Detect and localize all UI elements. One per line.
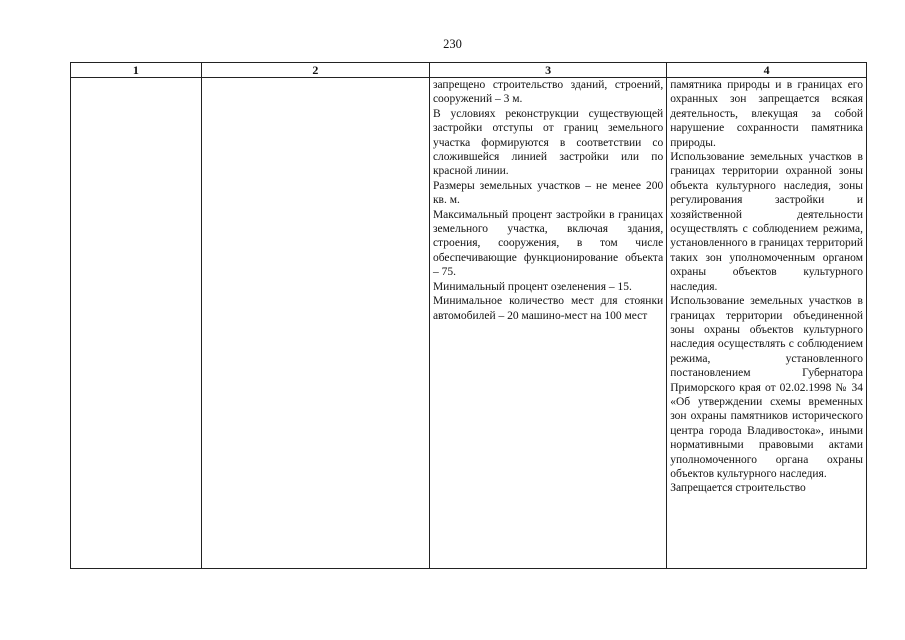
col4-paragraph: Запрещается строительство <box>670 482 806 495</box>
column-header-2: 2 <box>201 63 429 78</box>
column-header-4: 4 <box>667 63 867 78</box>
col4-paragraph: Использование земельных участков в границах территории охранной зоны объекта культурного наследия, зоны регулирования застройки и хозяйственной деятельности осуществлять с соблюдением режима, установленного в границах территорий таких зон уполномоченным органом охраны объектов культурного наследия. <box>670 151 864 293</box>
col4-paragraph: памятника природы и в границах его охранных зон запрещается всякая деятельность, влекущая за собой нарушение сохранности памятника природы. <box>670 79 863 149</box>
table-header-row <box>71 63 867 78</box>
col3-paragraph: Размеры земельных участков – не менее 200 кв. м. <box>432 179 664 207</box>
table-row <box>71 78 867 569</box>
column-header-3: 3 <box>429 63 666 78</box>
cell-col-2 <box>201 78 429 569</box>
col3-paragraph: Минимальное количество мест для стоянки автомобилей – 20 машино-мест на 100 мест <box>432 295 664 322</box>
col3-paragraph: В условиях реконструкции существующей застройки отступы от границ земельного участка формируются в соответствии со сложившейся линией застройки или по красной линии. <box>432 107 664 178</box>
cell-col-3 <box>429 78 666 569</box>
col3-paragraph: Минимальный процент озеленения – 15. <box>432 280 632 293</box>
regulations-table <box>70 62 867 569</box>
column-header-1: 1 <box>71 63 202 78</box>
page-number: 230 <box>443 37 462 51</box>
col3-paragraph: запрещено строительство зданий, строений, сооружений – 3 м. <box>432 79 664 106</box>
col3-paragraph: Максимальный процент застройки в границах земельного участка, включая здания, строения, сооружения, в том числе обеспечивающие функционирование объекта – 75. <box>432 208 664 279</box>
cell-col-1 <box>71 78 202 569</box>
col4-paragraph: Использование земельных участков в границах территории объединенной зоны охраны объектов культурного наследия осуществлять с соблюдением режима, установленного постановлением Губернатора Приморского края от 02.02.1998 № 34 «Об утверждении схемы временных зон охраны памятников исторического центра города Владивостока», иными нормативными правовыми актами уполномоченного органа охраны объектов культурного наследия. <box>670 295 863 480</box>
cell-col-4 <box>667 78 867 569</box>
